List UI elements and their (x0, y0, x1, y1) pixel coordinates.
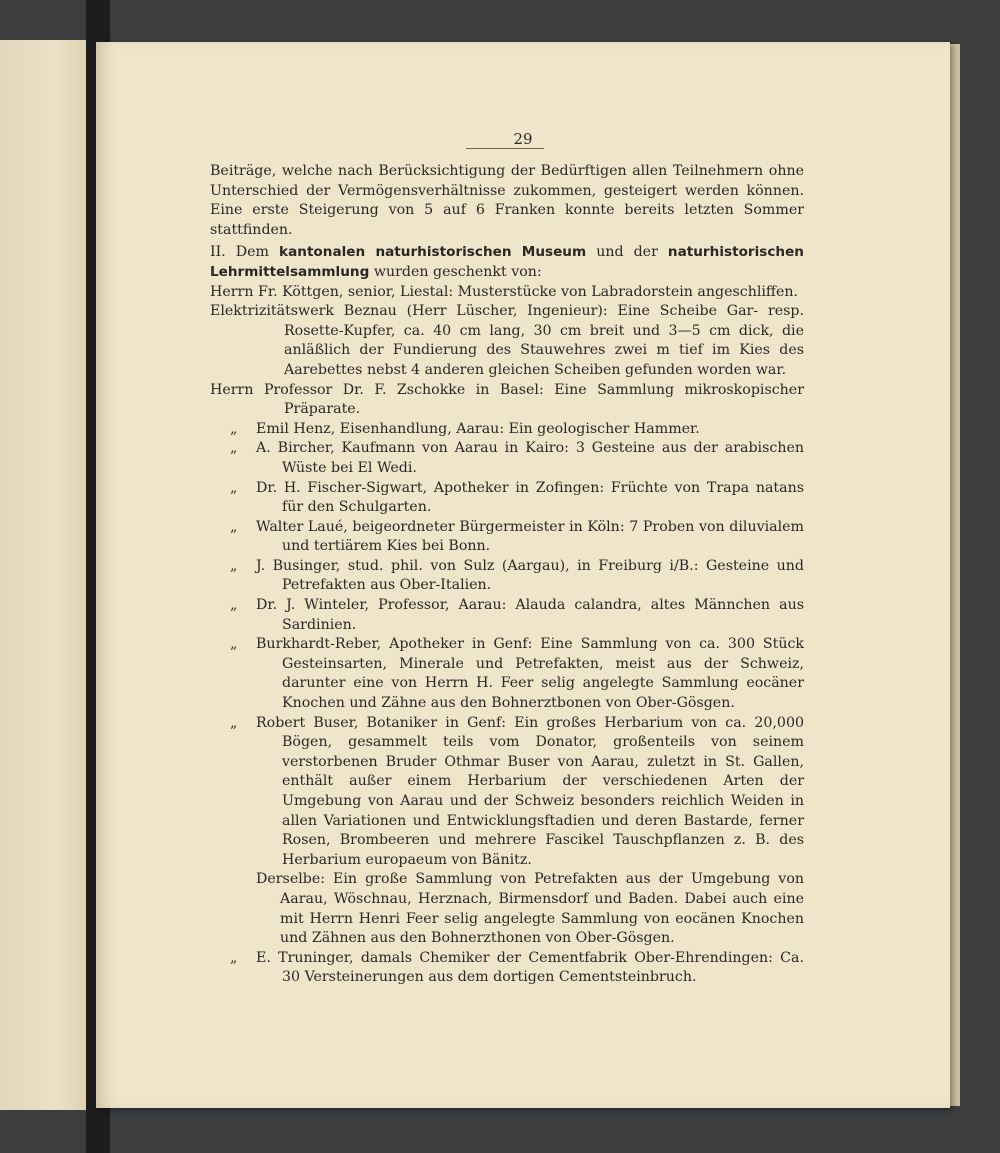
ditto-mark: „ (230, 557, 238, 574)
entry-text: Elektrizitätswerk Beznau (Herr Lüscher, Ingenieur): Eine Scheibe Gar- resp. Rosette-Kupfer, ca. 40 cm lang, 30 cm breit und 3—5 cm dick, die anläßlich der Fundierung des Stauwehres zwei m tief im Kies des Aarebettes nebst 4 anderen gleichen Scheiben gefunden worden war. (210, 303, 804, 378)
museum-name: kantonalen naturhistorischen Museum (279, 244, 587, 261)
intro-line: Unterschied der Vermögensverhältnisse zukommen, gesteigert werden können. (210, 182, 804, 199)
entry-text: Walter Laué, beigeordneter Bürgermeister in Köln: 7 Proben von diluvialem und tertiärem Kies bei Bonn. (256, 518, 804, 555)
entry-text: Fr. Köttgen, senior, Liestal: Musterstücke von Labradorstein angeschliffen. (258, 283, 799, 300)
left-page (0, 40, 96, 1110)
entry-text: Dr. H. Fischer-Sigwart, Apotheker in Zofingen: Früchte von Trapa natans für den Schulgarten. (256, 479, 804, 516)
donation-entry (210, 714, 804, 871)
donation-entry (210, 420, 804, 440)
section-mid: und der (596, 244, 658, 261)
donation-entry (210, 518, 804, 557)
section-pre: Dem (235, 244, 269, 261)
page-edge (950, 44, 960, 1106)
collection-name: naturhistorischen Lehrmittelsammlung (210, 244, 804, 280)
section-number: II. (210, 244, 226, 261)
donation-entry (210, 302, 804, 380)
ditto-mark: „ (230, 440, 238, 457)
section-post: wurden geschenkt von: (373, 263, 542, 280)
ditto-mark: „ (230, 714, 238, 731)
donation-entry (210, 949, 804, 988)
entry-prefix: Herrn (210, 381, 254, 398)
donation-entry (210, 870, 804, 948)
ditto-mark: „ (230, 518, 238, 535)
entry-text: Burkhardt-Reber, Apotheker in Genf: Eine Sammlung von ca. 300 Stück Gesteinsarten, Minerale und Petrefakten, meist aus der Schweiz, darunter eine von Herrn H. Feer selig angelegte Sammlung eocäner Knochen und Zähne aus den Bohnerztbonen von Ober-Gösgen. (256, 636, 804, 712)
book-page (96, 42, 950, 1108)
page-number-rule (466, 148, 544, 149)
ditto-mark: „ (230, 479, 238, 496)
intro-line: stattfinden. (210, 221, 293, 238)
entry-text: A. Bircher, Kaufmann von Aarau in Kairo: 3 Gesteine aus der arabischen Wüste bei El Wedi. (256, 440, 804, 476)
entry-text: E. Truninger, damals Chemiker der Cementfabrik Ober-Ehrendingen: Ca. 30 Versteinerungen aus dem dortigen Cementsteinbruch. (256, 949, 804, 986)
donation-entry (210, 635, 804, 713)
ditto-mark: „ (230, 636, 238, 653)
donation-entry (210, 439, 804, 478)
intro-line: Beiträge, welche nach Berücksichtigung der Bedürftigen allen Teilnehmern ohne (210, 163, 804, 179)
donation-entry (210, 283, 804, 303)
entry-text: Derselbe: Ein große Sammlung von Petrefakten aus der Umgebung von Aarau, Wöschnau, Herznach, Birmensdorf und Baden. Dabei auch eine mit Herrn Henri Feer selig angelegte Sammlung von eocänen Knochen und Zähnen aus den Bohnerzthonen von Ober-Gösgen. (256, 871, 804, 947)
donation-entry (210, 381, 804, 420)
donation-entry (210, 596, 804, 635)
page-number: 29 (513, 130, 533, 148)
entry-text: Emil Henz, Eisenhandlung, Aarau: Ein geologischer Hammer. (256, 420, 700, 437)
intro-paragraph (210, 162, 804, 240)
ditto-mark: „ (230, 597, 238, 614)
entry-text: J. Businger, stud. phil. von Sulz (Aargau), in Freiburg i/B.: Gesteine und Petrefakten aus Ober-Italien. (256, 557, 804, 594)
page-body (210, 162, 804, 988)
ditto-mark: „ (230, 949, 238, 966)
intro-line: Eine erste Steigerung von 5 auf 6 Franken konnte bereits letzten Sommer (210, 202, 804, 219)
entry-text: Professor Dr. F. Zschokke in Basel: Eine Sammlung mikroskopischer Präparate. (263, 381, 804, 418)
entry-prefix: Herrn (210, 283, 254, 300)
section-heading (210, 243, 804, 282)
entry-text: Dr. J. Winteler, Professor, Aarau: Alauda calandra, altes Männchen aus Sardinien. (256, 597, 804, 633)
ditto-mark: „ (230, 420, 238, 437)
donation-entry (210, 557, 804, 596)
donation-entry (210, 479, 804, 518)
entry-text: Robert Buser, Botaniker in Genf: Ein großes Herbarium von ca. 20,000 Bögen, gesammelt teils vom Donator, großenteils von seinem verstorbenen Bruder Othmar Buser von Aarau, zuletzt in St. Gallen, enthält außer einem Herbarium der verschiedenen Arten der Umgebung von Aarau und der Schweiz besonders reichlich Weiden in allen Variationen und Entwicklungsftadien und deren Bastarde, ferner Rosen, Brombeeren und mehrere Fascikel Tauschpflanzen z. B. des Herbarium europaeum von Bänitz. (256, 714, 804, 868)
